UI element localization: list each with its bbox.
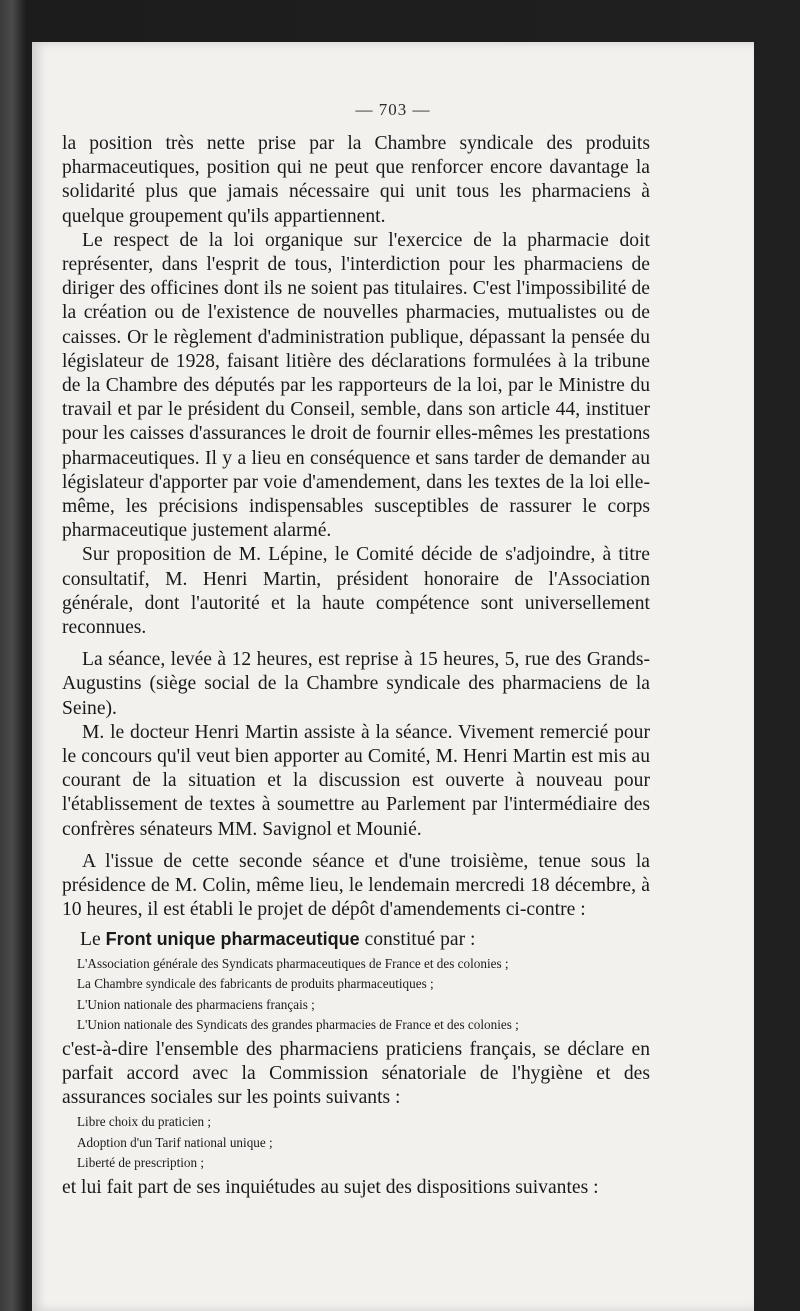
- list-item: Liberté de prescription ;: [77, 1155, 205, 1171]
- front-unique-line: [62, 927, 650, 952]
- front-suffix: constitué par :: [364, 928, 476, 950]
- list-item: L'Association générale des Syndicats pharmaceutiques de France et des colonies ;: [77, 955, 509, 971]
- declaration-paragraph: c'est-à-dire l'ensemble des pharmaciens praticiens français, se déclare en parfait accord avec la Commission sénatoriale de l'hygiène et des assurances sociales sur les points suivants :: [62, 1038, 650, 1109]
- page-number: — 703 —: [355, 100, 431, 119]
- paragraph: la position très nette prise par la Chambre syndicale des produits pharmaceutiques, position qui ne peut que renforcer encore davantage la solidarité plus que jamais nécessaire qui unit tous les pharmaciens à quelque groupement qu'ils appartiennent.: [62, 133, 650, 227]
- list-item: La Chambre syndicale des fabricants de produits pharmaceutiques ;: [77, 976, 434, 992]
- paragraph: Le respect de la loi organique sur l'exercice de la pharmacie doit représenter, dans l'esprit de tous, l'interdiction pour les pharmaciens de diriger des officines dont ils ne soient pas titulaires. C'est l'impossibilité de la création ou de l'existence de nouvelles pharmacies, mutualistes ou de caisses. Or le règlement d'administration publique, dépassant la pensée du législateur de 1928, faisant litière des déclarations formulées à la tribune de la Chambre des députés par les rapporteurs de la loi, par le Ministre du travail et par le président du Conseil, semble, dans son article 44, instituer pour les caisses d'assurances le droit de fournir elles-mêmes les prestations pharmaceutiques. Il y a lieu en conséquence et sans tarder de demander au législateur d'apporter par voie d'amendement, dans les textes de la loi elle-même, les précisions indispensables susceptibles de rassurer le corps pharmaceutique justement alarmé.: [62, 229, 650, 542]
- paragraph: Sur proposition de M. Lépine, le Comité décide de s'adjoindre, à titre consultatif, M. Henri Martin, président honoraire de l'Association générale, dont l'autorité et la haute compétence sont universellement reconnues.: [62, 544, 650, 639]
- list-item: L'Union nationale des Syndicats des grandes pharmacies de France et des colonies ;: [77, 1017, 519, 1033]
- list-item: Libre choix du praticien ;: [77, 1114, 212, 1130]
- paragraph: La séance, levée à 12 heures, est reprise à 15 heures, 5, rue des Grands-Augustins (siège social de la Chambre syndicale des pharmaciens de la Seine).: [62, 649, 650, 719]
- closing-paragraph: et lui fait part de ses inquiétudes au sujet des dispositions suivantes :: [62, 1176, 599, 1198]
- paragraph: A l'issue de cette seconde séance et d'une troisième, tenue sous la présidence de M. Colin, même lieu, le lendemain mercredi 18 décembre, à 10 heures, il est établi le projet de dépôt d'amendements ci-contre :: [62, 850, 650, 921]
- list-item: L'Union nationale des pharmaciens français ;: [77, 996, 315, 1012]
- paragraph: M. le docteur Henri Martin assiste à la séance. Vivement remercié pour le concours qu'il veut bien apporter au Comité, M. Henri Martin est mis au courant de la situation et la discussion est ouverte à nouveau pour l'établissement de textes à soumettre au Parlement par l'intermédiaire des confrères sénateurs MM. Savignol et Mounié.: [62, 721, 650, 840]
- front-unique-title: Front unique pharmaceutique: [105, 928, 360, 949]
- member-organizations-list: [77, 954, 650, 1036]
- document-page: [32, 42, 754, 1311]
- list-item: Adoption d'un Tarif national unique ;: [77, 1134, 273, 1150]
- front-prefix: Le: [80, 928, 101, 950]
- points-list: [77, 1112, 650, 1174]
- page-content: [62, 132, 650, 1200]
